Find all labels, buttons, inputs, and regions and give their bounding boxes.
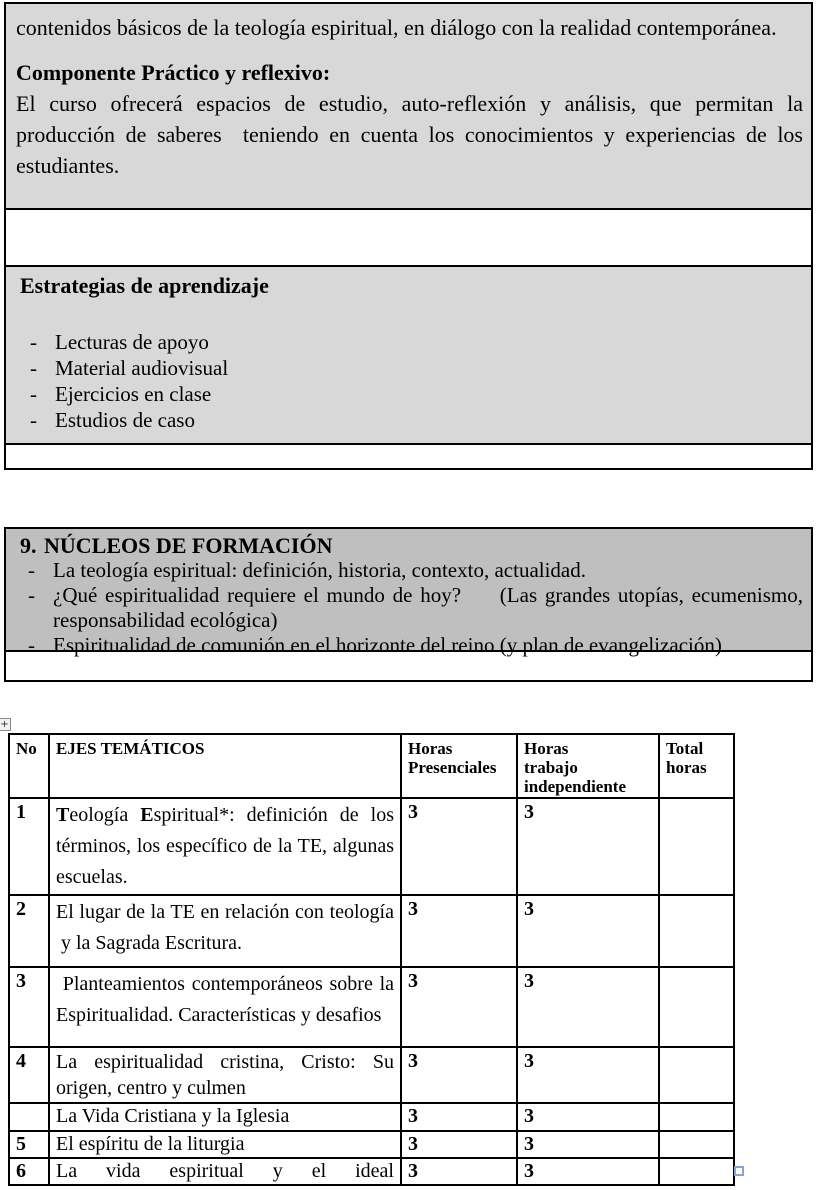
nucleos-section <box>4 527 813 657</box>
cell-horas-presenciales: 3 <box>401 1158 517 1185</box>
intro-section <box>4 2 813 210</box>
cell-total-horas <box>659 1158 734 1185</box>
header-line: trabajo <box>524 758 578 777</box>
cell-horas-presenciales: 3 <box>401 1047 517 1103</box>
nucleos-title: NÚCLEOS DE FORMACIÓN <box>44 533 333 558</box>
tema-text: spiritual*: definición de los términos, los específico de la TE, algunas escuelas. <box>56 804 394 888</box>
nucleos-heading <box>14 533 803 558</box>
ejes-tematicos-table <box>8 733 735 1186</box>
header-line: Total <box>666 739 704 758</box>
table-header-row <box>9 734 734 798</box>
estrategias-section <box>4 265 813 445</box>
intro-paragraph-2: El curso ofrecerá espacios de estudio, auto-reflexión y análisis, que permitan la producción de saberes teniendo en cuenta los conocimientos y experiencias de los estudiantes. <box>16 91 803 178</box>
header-no: No <box>9 734 49 798</box>
cell-no: 6 <box>9 1158 49 1185</box>
table-row <box>9 1103 734 1131</box>
list-item <box>14 558 803 583</box>
list-item <box>16 407 803 433</box>
header-ejes-tematicos: EJES TEMÁTICOS <box>49 734 401 798</box>
list-item <box>16 381 803 407</box>
header-horas-presenciales <box>401 734 517 798</box>
list-item-label: La teología espiritual: definición, historia, contexto, actualidad. <box>53 558 586 582</box>
table-move-handle-icon[interactable]: + <box>0 718 11 731</box>
cell-tema: La espiritualidad cristina, Cristo: Su origen, centro y culmen <box>49 1047 401 1103</box>
list-item-label: Ejercicios en clase <box>55 382 212 406</box>
cell-horas-independiente: 3 <box>517 1158 659 1185</box>
header-line: horas <box>666 758 707 777</box>
table-row <box>9 798 734 895</box>
cell-horas-presenciales: 3 <box>401 1131 517 1158</box>
cell-horas-independiente: 3 <box>517 798 659 895</box>
bullet-dash: - <box>30 382 37 406</box>
list-item-label: Espiritualidad de comunión en el horizonte del reino (y plan de evangelización) <box>53 633 722 657</box>
header-horas-trabajo-independiente <box>517 734 659 798</box>
header-total-horas <box>659 734 734 798</box>
cell-no: 2 <box>9 895 49 967</box>
cell-horas-presenciales: 3 <box>401 967 517 1047</box>
list-item-label: Material audiovisual <box>55 356 229 380</box>
bullet-dash: - <box>28 583 35 607</box>
tema-bold-initial: T <box>56 804 70 826</box>
cell-tema: El lugar de la TE en relación con teología y la Sagrada Escritura. <box>49 895 401 967</box>
top-section-stack <box>4 2 813 470</box>
list-item <box>16 329 803 355</box>
spacer <box>16 43 803 57</box>
table-resize-handle[interactable] <box>734 1166 744 1176</box>
cell-horas-independiente: 3 <box>517 1103 659 1131</box>
bullet-dash: - <box>28 558 35 582</box>
cell-total-horas <box>659 895 734 967</box>
cell-no: 4 <box>9 1047 49 1103</box>
table-row <box>9 895 734 967</box>
list-item-label: Estudios de caso <box>55 408 195 432</box>
tema-bold-initial: E <box>140 804 154 826</box>
cell-tema: La Vida Cristiana y la Iglesia <box>49 1103 401 1131</box>
cell-no <box>9 1103 49 1131</box>
cell-horas-independiente: 3 <box>517 967 659 1047</box>
cell-horas-independiente: 3 <box>517 1047 659 1103</box>
cell-tema: El espíritu de la liturgia <box>49 1131 401 1158</box>
list-item <box>14 583 803 633</box>
table-row <box>9 1047 734 1103</box>
header-line: Presenciales <box>408 758 497 777</box>
header-line: independiente <box>524 777 627 796</box>
empty-row <box>4 208 813 267</box>
cell-horas-presenciales: 3 <box>401 895 517 967</box>
bullet-dash: - <box>30 408 37 432</box>
cell-total-horas <box>659 1103 734 1131</box>
list-item <box>14 633 803 658</box>
estrategias-title: Estrategias de aprendizaje <box>20 273 269 298</box>
cell-total-horas <box>659 1131 734 1158</box>
header-line: Horas <box>524 739 569 758</box>
cell-tema <box>49 798 401 895</box>
cell-horas-independiente: 3 <box>517 895 659 967</box>
empty-row <box>4 443 813 470</box>
cell-horas-presenciales: 3 <box>401 1103 517 1131</box>
cell-no: 1 <box>9 798 49 895</box>
cell-tema: Planteamientos contemporáneos sobre la Espiritualidad. Características y desafios <box>49 967 401 1047</box>
tema-text: eología <box>69 804 141 826</box>
cell-total-horas <box>659 1047 734 1103</box>
intro-paragraph-1: contenidos básicos de la teología espiritual, en diálogo con la realidad contemporánea. <box>16 15 777 40</box>
header-line: Horas <box>408 739 453 758</box>
cell-no: 3 <box>9 967 49 1047</box>
cell-horas-independiente: 3 <box>517 1131 659 1158</box>
cell-tema: La vida espiritual y el ideal <box>49 1158 401 1185</box>
list-item-label: ¿Qué espiritualidad requiere el mundo de hoy? (Las grandes utopías, ecumenismo, responsabilidad ecológica) <box>53 583 803 632</box>
table-row <box>9 967 734 1047</box>
nucleos-number: 9. <box>20 533 37 558</box>
list-item-label: Lecturas de apoyo <box>55 330 209 354</box>
nucleos-section-stack <box>4 527 813 682</box>
componente-practico-heading: Componente Práctico y reflexivo: <box>16 60 331 85</box>
cell-total-horas <box>659 798 734 895</box>
table-row <box>9 1131 734 1158</box>
cell-horas-presenciales: 3 <box>401 798 517 895</box>
bullet-dash: - <box>28 633 35 657</box>
list-item <box>16 355 803 381</box>
cell-total-horas <box>659 967 734 1047</box>
bullet-dash: - <box>30 356 37 380</box>
cell-no: 5 <box>9 1131 49 1158</box>
table-row <box>9 1158 734 1185</box>
bullet-dash: - <box>30 330 37 354</box>
